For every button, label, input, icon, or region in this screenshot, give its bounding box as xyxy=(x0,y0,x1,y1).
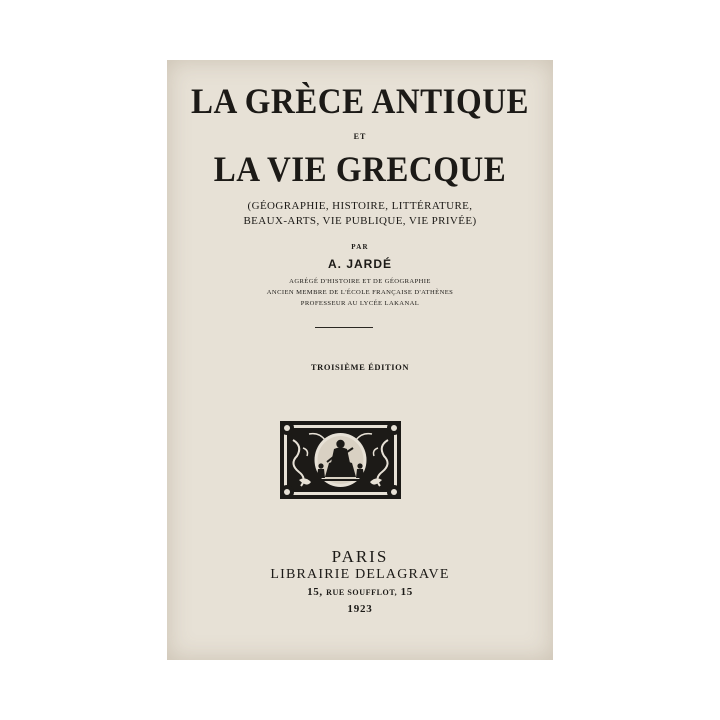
title-page xyxy=(167,60,553,660)
address-street: RUE SOUFFLOT, xyxy=(326,588,398,597)
imprint-publisher: LIBRAIRIE DELAGRAVE xyxy=(270,567,450,582)
subtitle-line-1: (GÉOGRAPHIE, HISTOIRE, LITTÉRATURE, xyxy=(247,200,473,212)
author-credential: AGRÉGÉ D'HISTOIRE ET DE GÉOGRAPHIE xyxy=(289,278,431,285)
title-conjunction: ET xyxy=(353,132,367,141)
subtitle-line-2: BEAUX-ARTS, VIE PUBLIQUE, VIE PRIVÉE) xyxy=(243,215,477,227)
address-number-2: 15 xyxy=(400,586,413,598)
publisher-device-icon xyxy=(279,420,402,500)
edition-label: TROISIÈME ÉDITION xyxy=(310,362,410,372)
imprint-year: 1923 xyxy=(347,603,373,615)
title-line-2: LA VIE GRECQUE xyxy=(213,150,507,190)
author-credential: PROFESSEUR AU LYCÉE LAKANAL xyxy=(300,300,420,307)
author-credential: ANCIEN MEMBRE DE L'ÉCOLE FRANÇAISE D'ATHÈNES xyxy=(266,289,454,296)
byline-par: PAR xyxy=(351,243,369,251)
author-name: A. JARDÉ xyxy=(327,257,392,271)
imprint-address xyxy=(167,586,553,598)
address-number: 15, xyxy=(307,586,323,598)
imprint-city: PARIS xyxy=(331,547,389,566)
separator-rule xyxy=(315,327,373,328)
title-line-1: LA GRÈCE ANTIQUE xyxy=(190,82,530,122)
